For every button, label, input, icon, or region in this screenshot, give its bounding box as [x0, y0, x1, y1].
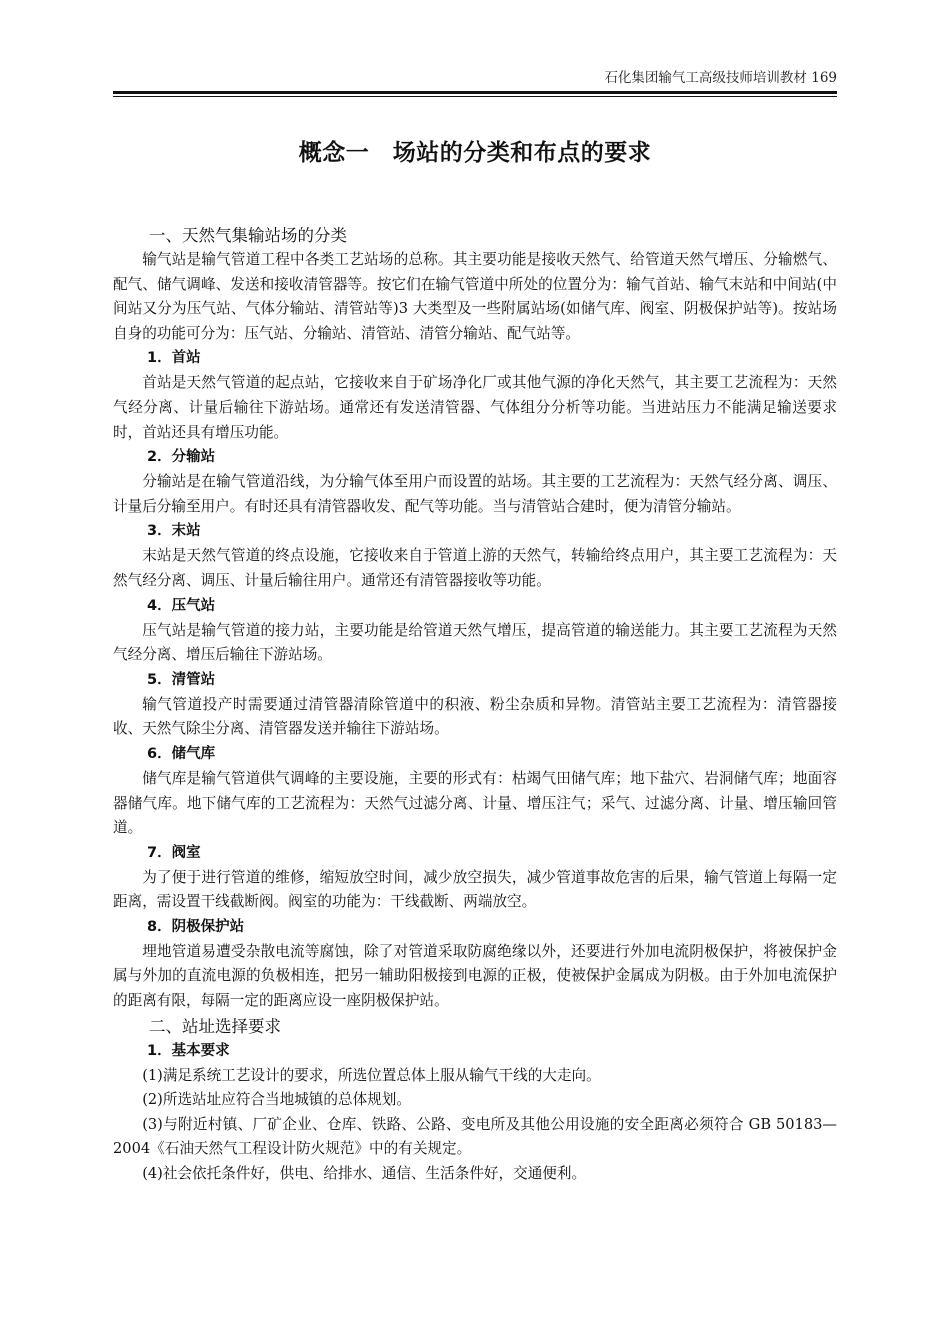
- paragraph-cathodic-protection: 埋地管道易遭受杂散电流等腐蚀，除了对管道采取防腐绝缘以外，还要进行外加电流阴极保护，将被保护金属与外加的直流电源的负极相连，把另一辅助阳极接到电源的正极，使被保护金属成为阴极。由于外加电流保护的距离有限，每隔一定的距离应设一座阴极保护站。: [113, 942, 837, 1010]
- subheading-head-station: 1．首站: [147, 350, 201, 367]
- subheading-cathodic-protection: 8．阴极保护站: [147, 918, 245, 935]
- paragraph-valve-room: 为了便于进行管道的维修，缩短放空时间，减少放空损失，减少管道事故危害的后果，输气管道上每隔一定距离，需设置干线截断阀。阀室的功能为：干线截断、两端放空。: [113, 868, 837, 911]
- paragraph-pigging-station: 输气管道投产时需要通过清管器清除管道中的积液、粉尘杂质和异物。清管站主要工艺流程为：清管器接收、天然气除尘分离、清管器发送并输往下游站场。: [113, 695, 837, 738]
- list-item-requirement-2: (2)所选站址应符合当地城镇的总体规划。: [142, 1091, 411, 1109]
- paragraph-intro: 输气站是输气管道工程中各类工艺站场的总称。其主要功能是接收天然气、给管道天然气增压、分输燃气、配气、储气调峰、发送和接收清管器等。按它们在输气管道中所处的位置分为：输气首站、输气末站和中间站(中间站又分为压气站、气体分输站、清管站等)3 大类型及一些附属站场(如储气库、阀室、阴极保护站等)。按站场自身的功能可分为：压气站、分输站、清管站、清管分输站、配气站等。: [113, 251, 837, 342]
- subheading-pigging-station: 5．清管站: [147, 671, 216, 688]
- subheading-compressor-station: 4．压气站: [147, 597, 216, 614]
- paragraph-terminal-station: 末站是天然气管道的终点设施，它接收来自于管道上游的天然气，转输给终点用户，其主要工艺流程为：天然气经分离、调压、计量后输往用户。通常还有清管器接收等功能。: [113, 547, 837, 589]
- list-item-requirement-4: (4)社会依托条件好，供电、给排水、通信、生活条件好，交通便利。: [142, 1165, 587, 1183]
- list-item-requirement-1: (1)满足系统工艺设计的要求，所选位置总体上服从输气干线的大走向。: [142, 1066, 601, 1084]
- list-item-requirement-3: (3)与附近村镇、厂矿企业、仓库、铁路、公路、变电所及其他公用设施的安全距离必须符合 GB 50183—2004《石油天然气工程设计防火规范》中的有关规定。: [113, 1115, 837, 1158]
- running-header: 石化集团输气工高级技师培训教材 169: [604, 70, 837, 86]
- subheading-basic-requirements: 1．基本要求: [147, 1042, 230, 1059]
- subheading-terminal-station: 3．末站: [147, 523, 201, 540]
- header-rule-thin: [113, 96, 837, 97]
- subheading-gas-storage: 6．储气库: [147, 745, 216, 762]
- document-body: [113, 223, 837, 1187]
- paragraph-head-station: 首站是天然气管道的起点站，它接收来自于矿场净化厂或其他气源的净化天然气，其主要工艺流程为：天然气经分离、计量后输往下游站场。通常还有发送清管器、气体组分分析等功能。当进站压力不能满足输送要求时，首站还具有增压功能。: [113, 374, 837, 441]
- paragraph-distribution-station: 分输站是在输气管道沿线，为分输气体至用户而设置的站场。其主要的工艺流程为：天然气经分离、调压、计量后分输至用户。有时还具有清管器收发、配气等功能。当与清管站合建时，便为清管分输站。: [113, 473, 837, 515]
- page-title: 概念一 场站的分类和布点的要求: [298, 140, 652, 166]
- section-heading-site-selection: 二、站址选择要求: [149, 1016, 281, 1036]
- section-heading-classification: 一、天然气集输站场的分类: [149, 226, 347, 245]
- subheading-distribution-station: 2．分输站: [147, 449, 216, 466]
- subheading-valve-room: 7．阀室: [147, 844, 201, 861]
- paragraph-compressor-station: 压气站是输气管道的接力站，主要功能是给管道天然气增压，提高管道的输送能力。其主要工艺流程为天然气经分离、增压后输往下游站场。: [113, 621, 837, 664]
- header-rule-thick: [113, 91, 837, 94]
- paragraph-gas-storage: 储气库是输气管道供气调峰的主要设施，主要的形式有：枯竭气田储气库；地下盐穴、岩洞储气库；地面容器储气库。地下储气库的工艺流程为：天然气过滤分离、计量、增压注气；采气、过滤分离、计量、增压输回管道。: [113, 769, 837, 837]
